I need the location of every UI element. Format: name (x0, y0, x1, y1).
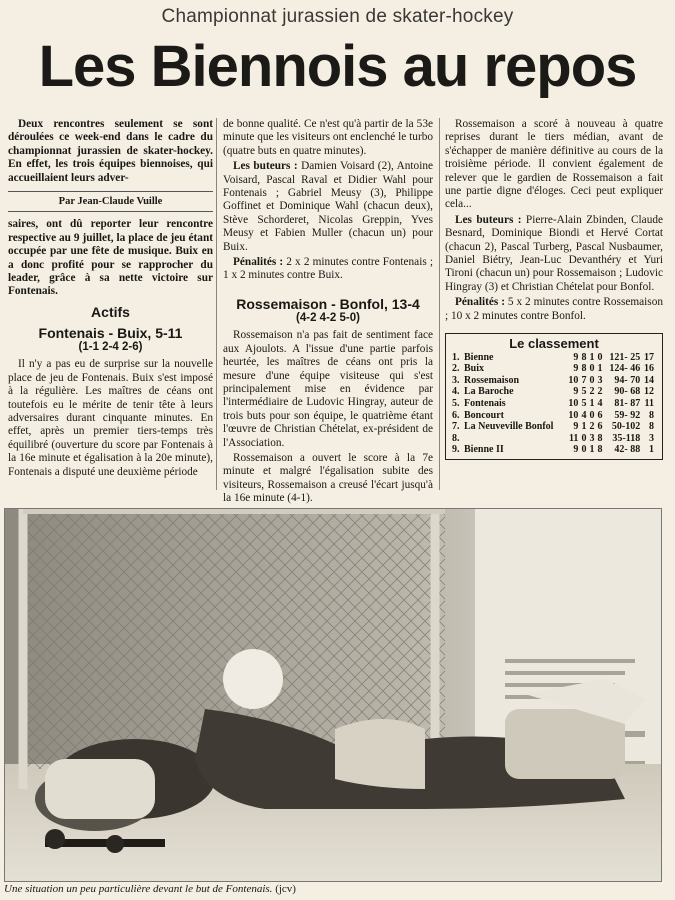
match-report-continuation: de bonne qualité. Ce n'est qu'à partir de la 53e minute que les visiteurs ont enclenché le turbo (quatre buts en quatre minutes). (223, 118, 433, 157)
standings-lost: 0 (597, 351, 603, 363)
standings-goals: 121- 25 (609, 351, 641, 363)
scorers-label: Les buteurs : (455, 213, 522, 226)
scorers-label: Les buteurs : (233, 160, 298, 173)
standings-won: 5 (581, 398, 587, 410)
column-3 (445, 118, 663, 460)
standings-position: 1. (452, 351, 460, 363)
standings-won: 5 (581, 386, 587, 398)
standings-lost: 6 (597, 421, 603, 433)
standings-goals: 50-102 (611, 421, 641, 433)
penalties-label: Pénalités : (233, 256, 284, 269)
standings-team: Bienne II (464, 444, 504, 456)
match-title-fontenais-buix: Fontenais - Buix, 5-11 (38, 324, 183, 341)
match-photo (4, 508, 662, 882)
scorers-rossemaison-bonfol (445, 214, 663, 294)
standings-played: 10 (568, 409, 579, 421)
standings-goals: 90- 68 (614, 386, 641, 398)
standings-row (452, 398, 656, 410)
standings-drawn: 0 (589, 363, 595, 375)
standings-goals: 42- 88 (614, 444, 641, 456)
scorers-fontenais-buix (223, 160, 433, 254)
penalties-label: Pénalités : (455, 296, 505, 309)
standings-won: 7 (581, 374, 587, 386)
photo-caption (4, 882, 664, 896)
standings-drawn: 1 (589, 351, 595, 363)
standings-team (464, 433, 567, 445)
standings-position: 6. (452, 409, 460, 421)
standings-drawn: 1 (589, 444, 595, 456)
standings-row (452, 433, 656, 445)
standings-won: 8 (581, 351, 587, 363)
match-title-rossemaison-bonfol: Rossemaison - Bonfol, 13-4 (236, 295, 420, 312)
standings-lost: 4 (597, 398, 603, 410)
standings-row (452, 410, 656, 422)
penalties-rossemaison-bonfol (445, 296, 663, 323)
standings-points: 14 (644, 374, 654, 386)
standings-lost: 2 (597, 386, 603, 398)
standings-won: 1 (581, 421, 587, 433)
section-title-actifs: Actifs (91, 303, 130, 320)
standings-drawn: 2 (589, 421, 595, 433)
standings-points: 3 (649, 432, 654, 444)
scorers-text: Damien Voisard (2), Antoine Voisard, Pascal Raval et Didier Wahl pour Fontenais ; Gabriel Meusy (3), Philippe Goffinet et Dominique Wahl (chacun deux), Stève Schorderet, Nicolas Greppin, Yves Meusy et Fabien Muller (chacun un) pour Buix. (223, 160, 434, 253)
standings-position: 3. (452, 374, 460, 386)
standings-drawn: 1 (589, 398, 595, 410)
standings-team: La Baroche (464, 386, 514, 398)
standings-title: Le classement (509, 336, 599, 352)
standings-won: 0 (581, 432, 587, 444)
kicker: Championnat jurassien de skater-hockey (161, 6, 514, 27)
column-1 (8, 118, 213, 481)
standings-goals: 124- 46 (609, 363, 641, 375)
standings-played: 10 (568, 398, 579, 410)
standings-row (452, 421, 656, 433)
standings-drawn: 3 (589, 432, 595, 444)
standings-position: 9. (452, 444, 460, 456)
standings-points: 1 (649, 444, 654, 456)
standings-played: 11 (568, 432, 579, 444)
column-rule (216, 118, 217, 490)
standings-lost: 6 (597, 409, 603, 421)
standings-played: 9 (573, 386, 579, 398)
standings-drawn: 2 (589, 386, 595, 398)
standings-row (452, 363, 656, 375)
standings-played: 10 (568, 374, 579, 386)
standings-goals: 94- 70 (614, 374, 641, 386)
standings-lost: 3 (597, 374, 603, 386)
standings-position: 7. (452, 421, 460, 433)
match-report-rossemaison-3: Rossemaison a scoré à nouveau à quatre reprises durant le tiers médian, avant de s'échapper de manière définitive au cours de la troisième période. Il convient également de relever que le gardien de Rossemaison a fait une partie digne d'éloges. Ceci peut expliquer cela... (445, 118, 663, 211)
standings-row (452, 386, 656, 398)
column-rule (439, 118, 440, 490)
standings-team: Rossemaison (464, 374, 520, 386)
standings-goals: 35-118 (612, 432, 641, 444)
periods-rossemaison-bonfol: (4-2 4-2 5-0) (296, 311, 360, 324)
standings-won: 8 (581, 363, 587, 375)
standings-points: 8 (649, 409, 654, 421)
byline: Par Jean-Claude Vuille (8, 191, 213, 212)
standings-row (452, 352, 656, 364)
standings-points: 12 (644, 386, 654, 398)
standings-team: Boncourt (464, 409, 504, 421)
standings-box (445, 333, 663, 460)
standings-points: 16 (644, 363, 654, 375)
standings-lost: 8 (597, 444, 603, 456)
standings-goals: 81- 87 (614, 398, 641, 410)
standings-won: 0 (581, 444, 587, 456)
standings-position: 5. (452, 398, 460, 410)
standings-points: 11 (644, 398, 654, 410)
lead-continuation: saires, ont dû reporter leur rencontre respective au 9 juillet, la place de jeu étant occupée par une fête de musique. Buix en a donc profité pour se rapprocher du leader, grâce à sa nette victoire sur Fontenais. (8, 218, 213, 298)
standings-position: 4. (452, 386, 460, 398)
standings-played: 9 (573, 363, 579, 375)
standings-position: 8. (452, 432, 460, 444)
standings-lost: 1 (597, 363, 603, 375)
standings-row (452, 375, 656, 387)
standings-drawn: 0 (589, 374, 595, 386)
standings-played: 9 (573, 421, 579, 433)
standings-points: 8 (649, 421, 654, 433)
standings-played: 9 (573, 351, 579, 363)
standings-team: Fontenais (464, 398, 506, 410)
photo-image (5, 509, 661, 881)
standings-points: 17 (644, 351, 654, 363)
match-report-rossemaison-1: Rossemaison n'a pas fait de sentiment face aux Ajoulots. A l'issue d'une partie parfois heurtée, les maîtres de céans ont pris la mesure d'une équipe visiteuse qui s'est principalement mise en évidence par l'intermédiaire de Ludovic Hingray, auteur de trois buts pour son équipe, le quatrième étant l'œuvre de Christian Chételat, ex-président de l'Association. (223, 329, 433, 449)
standings-won: 4 (581, 409, 587, 421)
standings-position: 2. (452, 363, 460, 375)
standings-row (452, 444, 656, 456)
penalties-text: 5 x 2 minutes contre Rossemaison ; 10 x 2 minutes contre Bonfol. (445, 296, 664, 322)
standings-table (452, 352, 656, 456)
standings-team: Bienne (464, 351, 494, 363)
standings-team: La Neuveville Bonfol (464, 421, 554, 433)
standings-team: Buix (464, 363, 485, 375)
penalties-text: 2 x 2 minutes contre Fontenais ; 1 x 2 minutes contre Buix. (223, 256, 433, 282)
lead-paragraph: Deux rencontres seulement se sont déroulées ce week-end dans le cadre du championnat jurassien de skater-hockey. En effet, les trois équipes biennoises, qui accueillaient leurs adver- (8, 118, 213, 184)
penalties-fontenais-buix (223, 256, 433, 283)
standings-played: 9 (573, 444, 579, 456)
headline: Les Biennois au repos (38, 34, 637, 99)
caption-text: Une situation un peu particulière devant le but de Fontenais. (4, 883, 273, 895)
standings-goals: 59- 92 (614, 409, 641, 421)
standings-drawn: 0 (589, 409, 595, 421)
column-2 (223, 118, 433, 508)
match-report-fontenais-buix: Il n'y a pas eu de surprise sur la nouvelle place de jeu de Fontenais. Buix s'est imposé à la régulière. Les maîtres de céans ont toutefois eu le mérite de tenir tête à leurs adversaires durant cinquante minutes. En effet, après un premier tiers-temps très équilibré (ouverture du score par Fontenais à la 16e minute et égalisation à la 20e minute), Fontenais a disputé une deuxième période (8, 358, 213, 478)
periods-fontenais-buix: (1-1 2-4 2-6) (78, 340, 143, 353)
photo-credit: (jcv) (275, 883, 296, 895)
scorers-text: Pierre-Alain Zbinden, Claude Besnard, Dominique Biondi et Hervé Cortat (chacun 2), Pascal Turberg, Pascal Nusbaumer, Daniel Biétry, Jean-Luc Devanthéry et Yuri Tironi (chacun un) pour Rossemaison ; Ludovic Hingray (3) et Christian Chételat pour Bonfol. (445, 213, 664, 293)
match-report-rossemaison-2: Rossemaison a ouvert le score à la 7e minute et malgré l'égalisation subite des visiteurs, Rossemaison a creusé l'écart jusqu'à la 16e minute (4-1). (223, 451, 433, 505)
standings-lost: 8 (597, 432, 603, 444)
